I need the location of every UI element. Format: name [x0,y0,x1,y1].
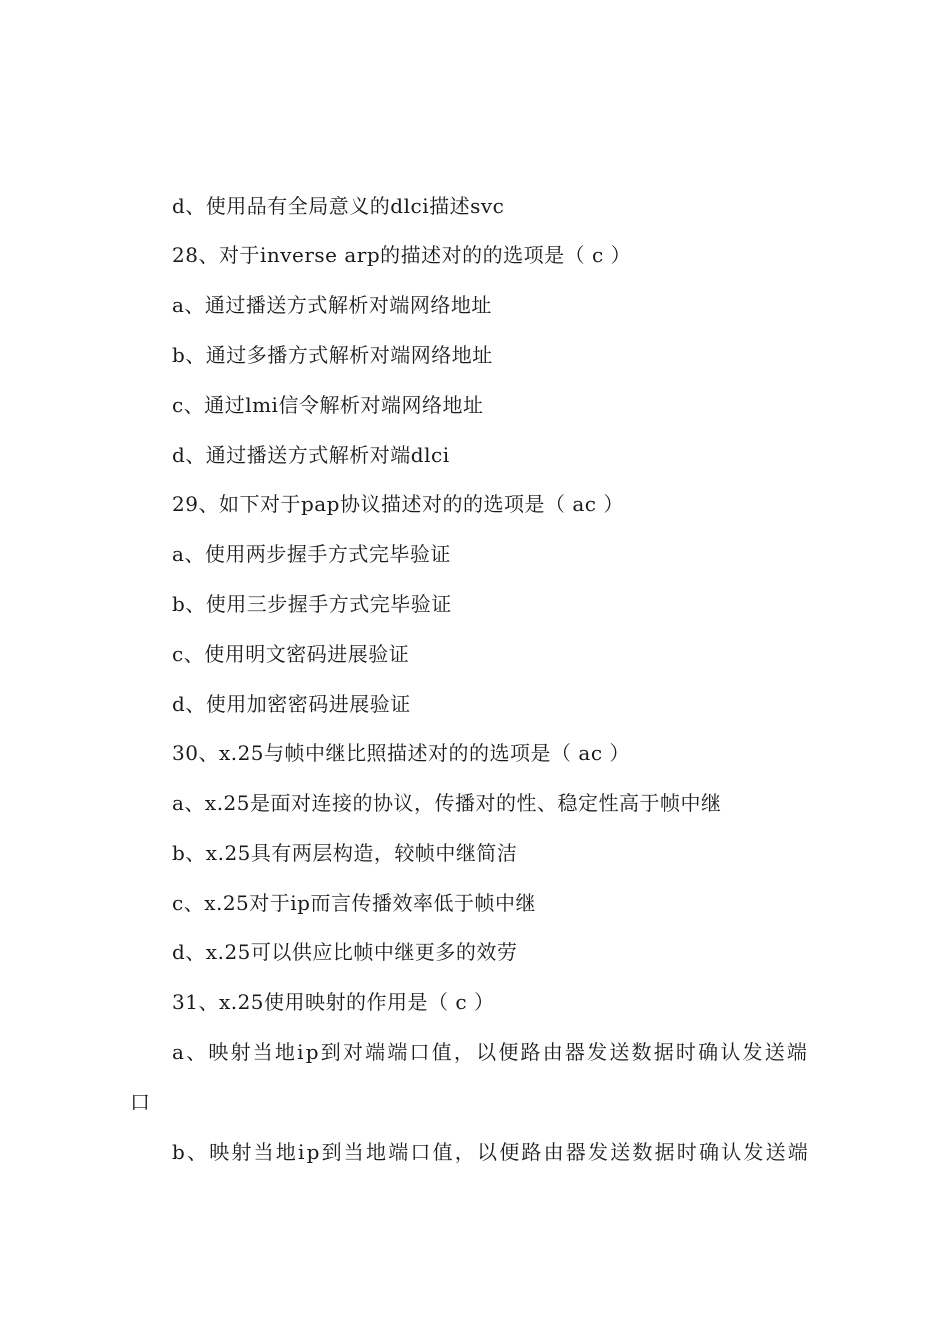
question-line: 29、如下对于pap协议描述对的的选项是（ ac ） [172,492,624,516]
question-line: 28、对于inverse arp的描述对的的选项是（ c ） [172,243,632,267]
option-line: a、x.25是面对连接的协议，传播对的性、稳定性高于帧中继 [172,791,722,815]
option-line: b、映射当地ip到当地端口值，以便路由器发送数据时确认发送端 [172,1140,811,1164]
option-line: b、通过多播方式解析对端网络地址 [172,343,493,367]
option-line: d、x.25可以供应比帧中继更多的效劳 [172,940,518,964]
option-line: a、映射当地ip到对端端口值，以便路由器发送数据时确认发送端 [172,1040,810,1064]
option-line: a、通过播送方式解析对端网络地址 [172,293,492,317]
question-line: 31、x.25使用映射的作用是（ c ） [172,990,495,1014]
option-line: b、x.25具有两层构造，较帧中继简洁 [172,841,518,865]
option-line: d、使用加密密码进展验证 [172,692,411,716]
question-line: 30、x.25与帧中继比照描述对的的选项是（ ac ） [172,741,630,765]
option-line-continuation: 口 [130,1090,151,1114]
option-line: c、通过lmi信令解析对端网络地址 [172,393,484,417]
option-line: c、x.25对于ip而言传播效率低于帧中继 [172,891,536,915]
option-line: b、使用三步握手方式完毕验证 [172,592,452,616]
option-line: d、通过播送方式解析对端dlci [172,443,450,467]
option-line: d、使用品有全局意义的dlci描述svc [172,194,505,218]
option-line: a、使用两步握手方式完毕验证 [172,542,451,566]
option-line: c、使用明文密码进展验证 [172,642,410,666]
